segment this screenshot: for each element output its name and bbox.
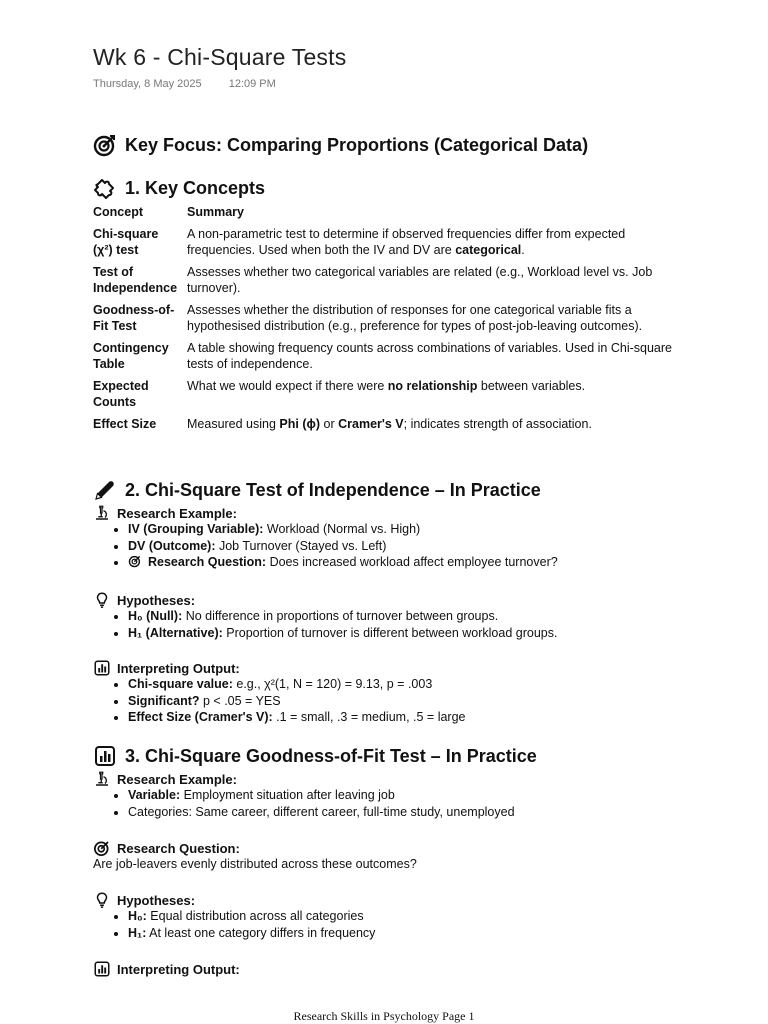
item-bold: H₁: [128, 925, 147, 940]
item-bold: DV (Outcome): [128, 538, 216, 553]
s3-research-question-text: Are job-leavers evenly distributed across these outcomes? [93, 857, 417, 871]
list-item [128, 787, 728, 804]
bar-chart-icon [93, 960, 111, 978]
s3-hypotheses-list [110, 908, 728, 941]
table-row [90, 264, 680, 302]
item-text: Categories: Same career, different career, full-time study, unemployed [128, 804, 515, 819]
list-item [128, 676, 728, 693]
table-header-row [90, 204, 680, 226]
summary-cell: Assesses whether the distribution of responses for one categorical variable fits a hypothesised distribution (e.g., preference for types of post-job-leaving outcomes). [187, 303, 643, 333]
s2-research-example-list [110, 521, 728, 571]
target-dart-icon [93, 133, 117, 157]
list-item [128, 925, 728, 942]
table-row [90, 378, 680, 416]
list-item [128, 804, 728, 821]
s2-output-label [93, 659, 240, 677]
label-text: Interpreting Output: [117, 660, 240, 676]
item-text: No difference in proportions of turnover between groups. [182, 609, 499, 623]
concept-cell: Contingency Table [93, 341, 169, 371]
list-item [128, 554, 728, 571]
concept-cell: Goodness-of-Fit Test [93, 303, 175, 333]
target-dart-icon [128, 554, 142, 568]
concept-cell: Chi-square (χ²) test [93, 227, 159, 257]
summary-cell: Assesses whether two categorical variables are related (e.g., Workload level vs. Job turnover). [187, 265, 653, 295]
item-text: Employment situation after leaving job [180, 788, 395, 802]
target-dart-icon [93, 839, 111, 857]
summary-text: Measured using [187, 417, 280, 431]
s2-hypotheses-list [110, 608, 728, 641]
item-bold: Research Question: [148, 555, 267, 569]
list-item [128, 693, 728, 710]
concept-cell: Effect Size [93, 417, 157, 431]
microscope-icon [93, 504, 111, 522]
summary-cell [184, 226, 680, 264]
table-row [90, 416, 680, 438]
item-text: Proportion of turnover is different between workload groups. [222, 625, 558, 640]
page-time: 12:09 PM [228, 78, 276, 90]
bar-chart-icon [93, 744, 117, 768]
table-row [90, 340, 680, 378]
s3-hypotheses-label [93, 891, 195, 909]
s2-output-list [110, 676, 728, 726]
page-date: Thursday, 8 May 2025 [93, 78, 202, 90]
table-row [90, 226, 680, 264]
s3-research-example-list [110, 787, 728, 820]
label-text: Interpreting Output: [117, 961, 240, 977]
page-meta [93, 78, 276, 90]
item-text: Does increased workload affect employee turnover? [266, 555, 558, 569]
page-footer: Research Skills in Psychology Page 1 [293, 1009, 475, 1023]
list-item [128, 908, 728, 925]
item-bold: Chi-square value: [128, 677, 233, 691]
item-text: Equal distribution across all categories [146, 909, 364, 923]
label-text: Research Example: [117, 771, 237, 787]
item-text: p < .05 = YES [199, 693, 281, 708]
item-text: e.g., χ²(1, N = 120) = 9.13, p = .003 [232, 677, 433, 691]
concept-cell: Test of Independence [93, 265, 178, 295]
item-bold: H₁ (Alternative): [128, 625, 223, 640]
key-focus-text: Key Focus: Comparing Proportions (Categorical Data) [125, 134, 589, 155]
summary-cell [184, 378, 680, 416]
item-text: Job Turnover (Stayed vs. Left) [215, 538, 387, 553]
label-text: Research Question: [117, 840, 240, 856]
key-concepts-table [90, 204, 680, 438]
section1-heading [93, 176, 265, 200]
s3-research-question-label [93, 839, 240, 857]
table-row [90, 302, 680, 340]
bar-chart-icon [93, 659, 111, 677]
summary-text: between variables. [477, 379, 586, 393]
summary-text: or [320, 417, 339, 431]
label-text: Research Example: [117, 505, 237, 521]
microscope-icon [93, 770, 111, 788]
s3-output-label [93, 960, 240, 978]
section2-heading [93, 478, 541, 502]
section2-title: 2. Chi-Square Test of Independence – In Practice [125, 479, 541, 500]
item-bold: H₀: [128, 909, 147, 923]
s3-research-example-label [93, 770, 237, 788]
section3-title: 3. Chi-Square Goodness-of-Fit Test – In Practice [125, 745, 537, 766]
concept-cell: Expected Counts [93, 379, 149, 409]
summary-cell: A table showing frequency counts across combinations of variables. Used in Chi-square tests of independence. [187, 341, 672, 371]
summary-text: A non-parametric test to determine if observed frequencies differ from expected frequencies. Used when both the IV and DV are [187, 227, 626, 257]
puzzle-icon [93, 176, 117, 200]
summary-bold: no relationship [387, 379, 478, 393]
list-item [128, 538, 728, 555]
summary-cell [184, 416, 680, 438]
s2-research-example-label [93, 504, 237, 522]
summary-bold: categorical [455, 243, 522, 257]
page-title: Wk 6 - Chi-Square Tests [93, 44, 347, 70]
list-item [128, 709, 728, 726]
section1-title: 1. Key Concepts [125, 177, 266, 198]
label-text: Hypotheses: [117, 592, 196, 608]
s2-hypotheses-label [93, 591, 195, 609]
item-bold: Variable: [128, 788, 181, 802]
summary-text: What we would expect if there were [187, 379, 388, 393]
item-bold: Effect Size (Cramer's V): [128, 710, 273, 724]
summary-bold: Cramer's V [338, 417, 404, 431]
label-text: Hypotheses: [117, 892, 196, 908]
item-bold: IV (Grouping Variable): [128, 522, 264, 536]
column-header-concept: Concept [93, 205, 143, 219]
lightbulb-icon [93, 891, 111, 909]
summary-bold: Phi (ϕ) [279, 417, 321, 431]
summary-text: . [521, 243, 525, 257]
lightbulb-icon [93, 591, 111, 609]
column-header-summary: Summary [187, 205, 244, 219]
item-text: At least one category differs in frequency [146, 925, 376, 940]
section3-heading [93, 744, 537, 768]
list-item [128, 608, 728, 625]
item-text: .1 = small, .3 = medium, .5 = large [272, 710, 466, 724]
item-text: Workload (Normal vs. High) [263, 522, 421, 536]
item-bold: Significant? [128, 693, 200, 708]
pencil-icon [93, 478, 117, 502]
list-item [128, 521, 728, 538]
item-bold: H₀ (Null): [128, 609, 183, 623]
summary-text: ; indicates strength of association. [403, 417, 592, 431]
key-focus-heading [93, 133, 588, 157]
list-item [128, 625, 728, 642]
